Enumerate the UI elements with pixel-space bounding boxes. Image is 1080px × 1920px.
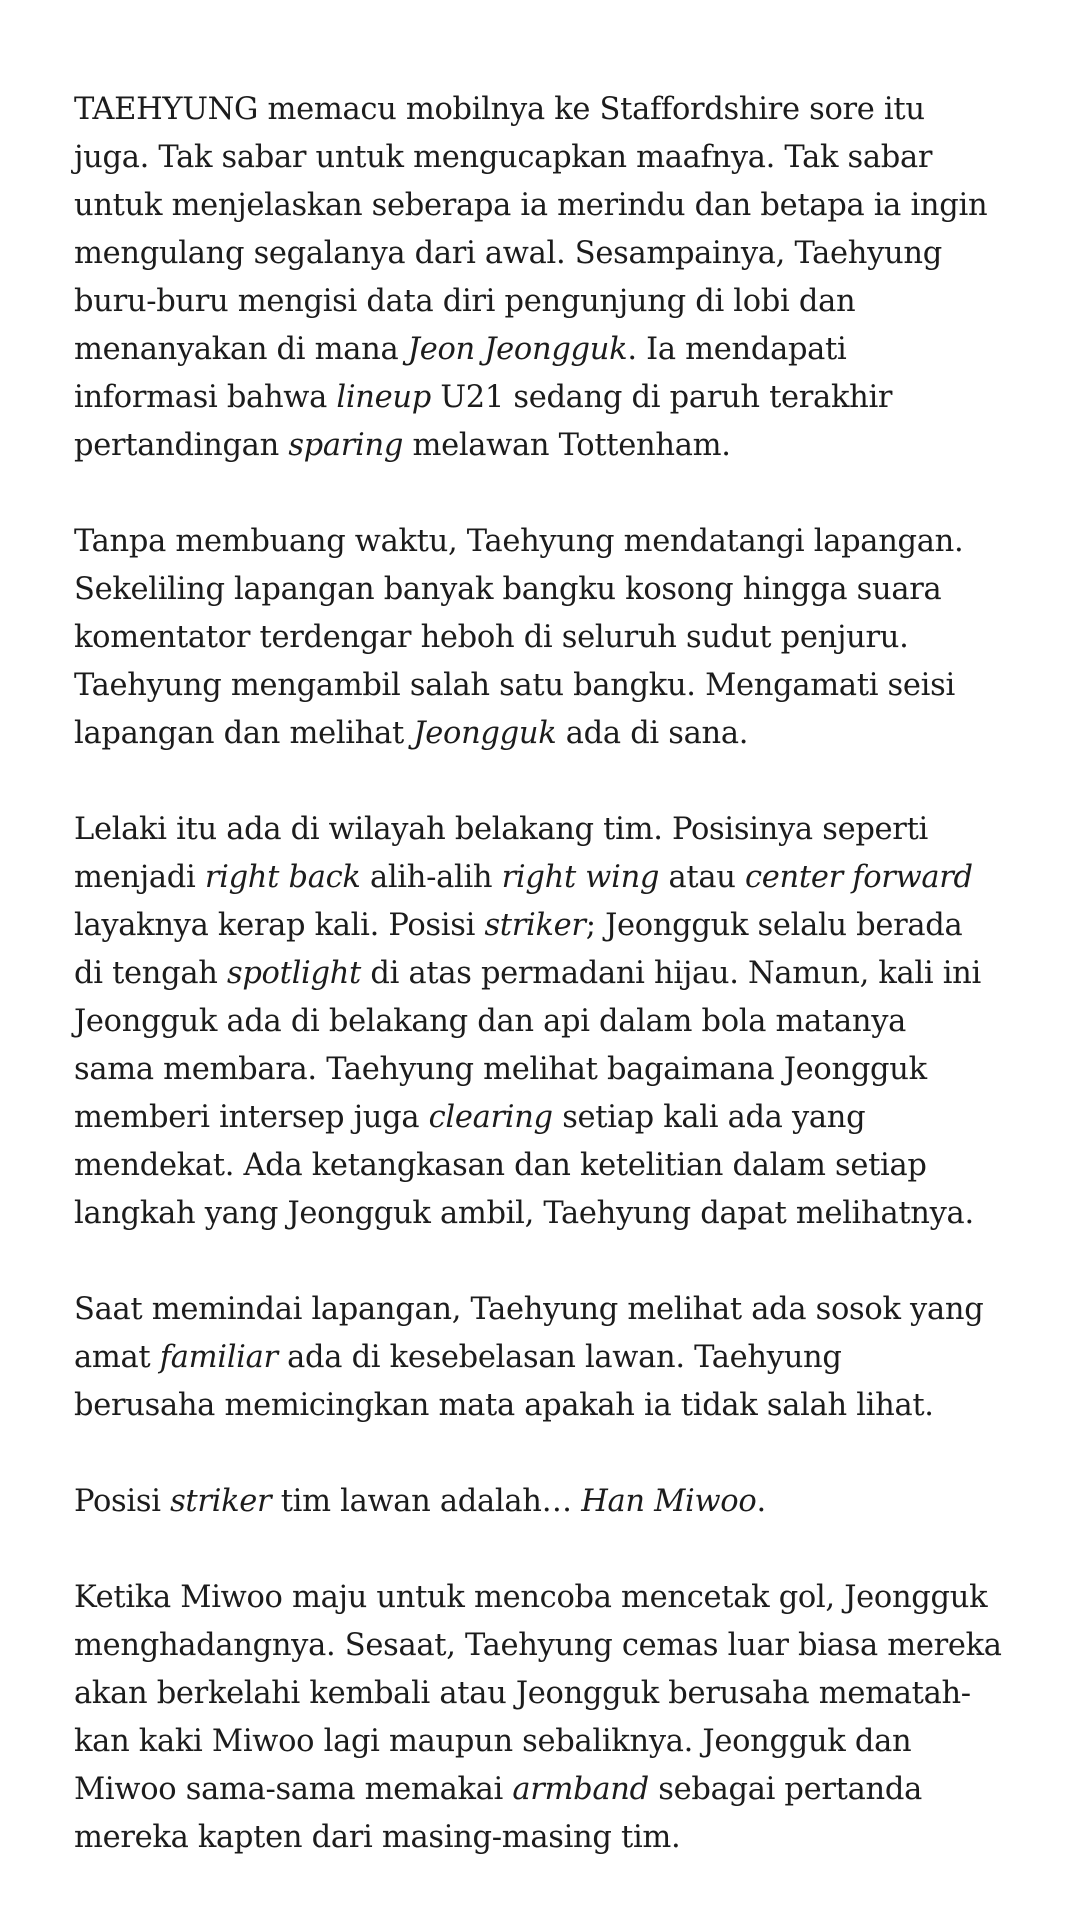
text-run: .	[756, 1484, 766, 1519]
paragraph	[74, 86, 1034, 470]
text-run: menjadi	[74, 860, 205, 895]
italic-text: clearing	[428, 1100, 553, 1135]
text-line	[74, 230, 1034, 278]
text-run: U21 sedang di paruh terakhir	[430, 380, 893, 415]
text-run: amat	[74, 1340, 160, 1375]
text-run: Ketika Miwoo maju untuk mencoba mencetak gol, Jeongguk	[74, 1580, 988, 1615]
text-run: sebagai pertanda	[648, 1772, 922, 1807]
paragraph-gap	[74, 1238, 1034, 1286]
text-line	[74, 662, 1034, 710]
text-run: di atas permadani hijau. Namun, kali ini	[361, 956, 981, 991]
text-line	[74, 1142, 1034, 1190]
text-line	[74, 566, 1034, 614]
text-line	[74, 902, 1034, 950]
text-line	[74, 374, 1034, 422]
paragraph	[74, 1574, 1034, 1862]
italic-text: lineup	[336, 380, 431, 415]
italic-text: familiar	[159, 1340, 278, 1375]
text-line	[74, 950, 1034, 998]
text-line	[74, 1622, 1034, 1670]
text-run: sama membara. Taehyung melihat bagaimana Jeongguk	[74, 1052, 927, 1087]
text-line	[74, 1478, 1034, 1526]
text-line	[74, 1766, 1034, 1814]
text-run: . Ia mendapati	[627, 332, 847, 367]
text-line	[74, 1046, 1034, 1094]
paragraph	[74, 806, 1034, 1238]
text-run: layaknya kerap kali. Posisi	[74, 908, 485, 943]
text-line	[74, 1382, 1034, 1430]
text-line	[74, 182, 1034, 230]
text-run: mengulang segalanya dari awal. Sesampainya, Taehyung	[74, 236, 942, 271]
text-run: Tanpa membuang waktu, Taehyung mendatangi lapangan.	[74, 524, 964, 559]
italic-text: right back	[204, 860, 361, 895]
text-run: Miwoo sama-sama memakai	[74, 1772, 513, 1807]
text-run: setiap kali ada yang	[552, 1100, 866, 1135]
text-line	[74, 1814, 1034, 1862]
text-run: alih-alih	[360, 860, 502, 895]
text-run: pertandingan	[74, 428, 289, 463]
text-run: menanyakan di mana	[74, 332, 408, 367]
italic-text: spotlight	[226, 956, 362, 991]
text-line	[74, 1670, 1034, 1718]
text-run: akan berkelahi kembali atau Jeongguk berusaha mematah-	[74, 1676, 971, 1711]
text-run: langkah yang Jeongguk ambil, Taehyung dapat melihatnya.	[74, 1196, 974, 1231]
paragraph-gap	[74, 758, 1034, 806]
paragraph	[74, 1478, 1034, 1526]
text-line	[74, 1286, 1034, 1334]
text-line	[74, 278, 1034, 326]
text-line	[74, 422, 1034, 470]
text-run: ; Jeongguk selalu berada	[585, 908, 963, 943]
text-run: memberi intersep juga	[74, 1100, 429, 1135]
text-run: di tengah	[74, 956, 227, 991]
story-text	[74, 86, 1034, 1862]
text-run: mendekat. Ada ketangkasan dan ketelitian dalam setiap	[74, 1148, 927, 1183]
text-run: TAEHYUNG memacu mobilnya ke Staffordshire sore itu	[74, 92, 925, 127]
text-run: atau	[659, 860, 745, 895]
italic-text: center forward	[745, 860, 973, 895]
text-run: ada di kesebelasan lawan. Taehyung	[277, 1340, 842, 1375]
text-run: ada di sana.	[556, 716, 749, 751]
text-run: melawan Tottenham.	[403, 428, 731, 463]
italic-text: right wing	[501, 860, 660, 895]
text-run: komentator terdengar heboh di seluruh sudut penjuru.	[74, 620, 909, 655]
italic-text: Han Miwoo	[581, 1484, 757, 1519]
paragraph	[74, 518, 1034, 758]
text-run: Posisi	[74, 1484, 171, 1519]
italic-text: sparing	[288, 428, 404, 463]
paragraph-gap	[74, 1526, 1034, 1574]
text-run: berusaha memicingkan mata apakah ia tidak salah lihat.	[74, 1388, 934, 1423]
text-line	[74, 998, 1034, 1046]
text-line	[74, 854, 1034, 902]
text-line	[74, 1094, 1034, 1142]
paragraph-gap	[74, 470, 1034, 518]
text-run: mereka kapten dari masing-masing tim.	[74, 1820, 681, 1855]
text-run: buru-buru mengisi data diri pengunjung di lobi dan	[74, 284, 856, 319]
italic-text: striker	[170, 1484, 272, 1519]
paragraph	[74, 1286, 1034, 1430]
text-line	[74, 326, 1034, 374]
text-run: untuk menjelaskan seberapa ia merindu dan betapa ia ingin	[74, 188, 988, 223]
text-line	[74, 134, 1034, 182]
text-run: Saat memindai lapangan, Taehyung melihat ada sosok yang	[74, 1292, 984, 1327]
text-run: informasi bahwa	[74, 380, 337, 415]
text-run: tim lawan adalah…	[271, 1484, 582, 1519]
text-line	[74, 1334, 1034, 1382]
text-run: Taehyung mengambil salah satu bangku. Mengamati seisi	[74, 668, 955, 703]
text-line	[74, 86, 1034, 134]
italic-text: Jeongguk	[413, 716, 557, 751]
paragraph-gap	[74, 1430, 1034, 1478]
text-run: juga. Tak sabar untuk mengucapkan maafnya. Tak sabar	[74, 140, 933, 175]
italic-text: armband	[512, 1772, 649, 1807]
text-run: kan kaki Miwoo lagi maupun sebaliknya. Jeongguk dan	[74, 1724, 912, 1759]
italic-text: Jeon Jeongguk	[407, 332, 628, 367]
text-line	[74, 806, 1034, 854]
text-line	[74, 1190, 1034, 1238]
text-run: lapangan dan melihat	[74, 716, 414, 751]
text-run: Lelaki itu ada di wilayah belakang tim. Posisinya seperti	[74, 812, 928, 847]
text-line	[74, 710, 1034, 758]
italic-text: striker	[484, 908, 586, 943]
text-line	[74, 1718, 1034, 1766]
text-run: Sekeliling lapangan banyak bangku kosong hingga suara	[74, 572, 942, 607]
text-line	[74, 518, 1034, 566]
text-run: Jeongguk ada di belakang dan api dalam bola matanya	[74, 1004, 907, 1039]
text-line	[74, 1574, 1034, 1622]
text-line	[74, 614, 1034, 662]
text-run: menghadangnya. Sesaat, Taehyung cemas luar biasa mereka	[74, 1628, 1002, 1663]
